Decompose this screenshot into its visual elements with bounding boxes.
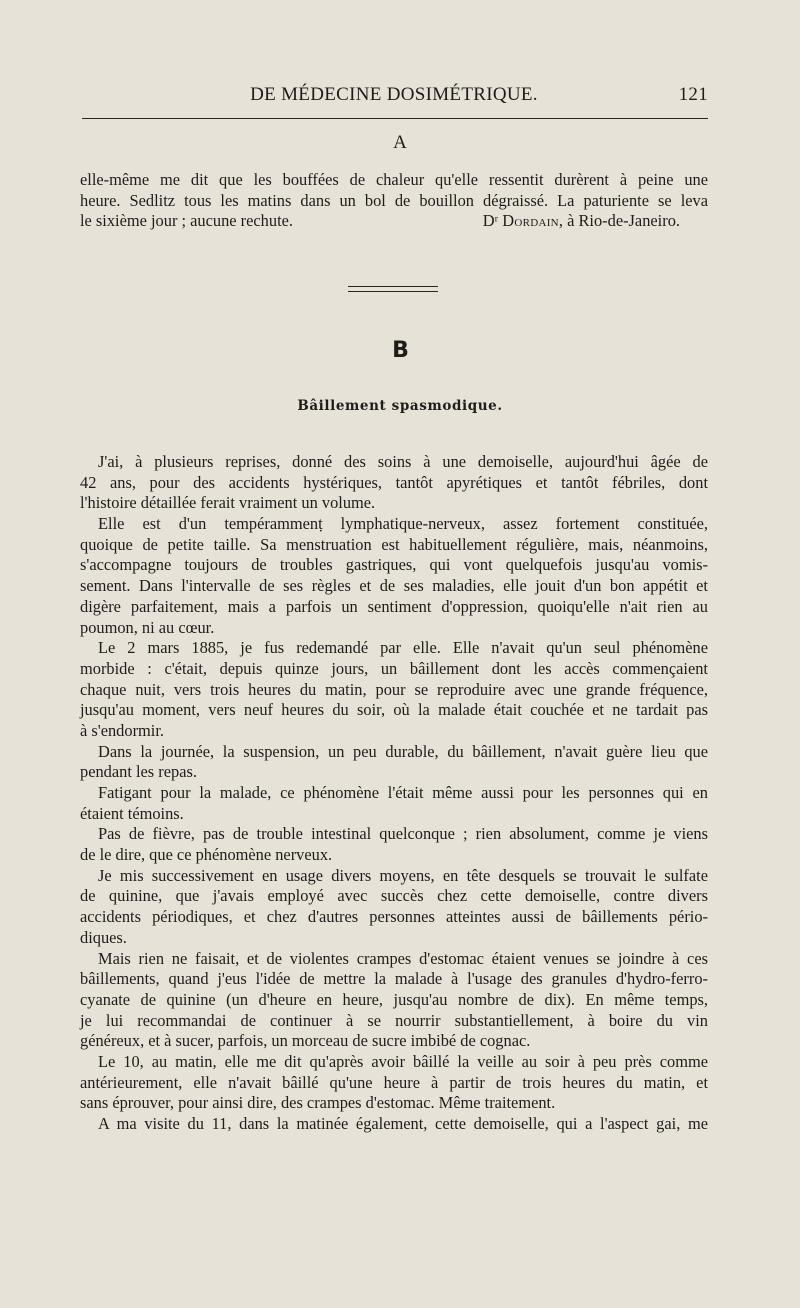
text-line: généreux, et à sucer, parfois, un morceau de sucre imbibé de cognac. bbox=[80, 1031, 531, 1051]
article-title: Bâillement spasmodique. bbox=[297, 398, 503, 414]
text-line: morbide : c'était, depuis quinze jours, un bâillement dont les accès commençaient bbox=[80, 658, 708, 678]
header-rule bbox=[82, 118, 708, 119]
text-line: de le dire, que ce phénomène nerveux. bbox=[80, 845, 333, 865]
text-line: quoique de petite taille. Sa menstruation est habituellement régulière, mais, néanmoins, bbox=[80, 534, 708, 554]
section-b-text bbox=[80, 452, 708, 1135]
text-line: je lui recommandai de continuer à se nourrir substantiellement, à boire du vin bbox=[80, 1010, 708, 1030]
text-line: Le 10, au matin, elle me dit qu'après avoir bâillé la veille au soir à peu près comme bbox=[98, 1051, 708, 1071]
text-line: de quinine, que j'avais employé avec succès chez cette demoiselle, contre divers bbox=[80, 886, 708, 906]
text-line: chaque nuit, vers trois heures du matin, pour se reproduire avec une grande fréquence, bbox=[80, 679, 708, 699]
text-line: Elle est d'un tempérammenṭ lymphatique-nerveux, assez fortement constituée, bbox=[98, 514, 708, 534]
text-line: Le 2 mars 1885, je fus redemandé par elle. Elle n'avait qu'un seul phénomène bbox=[98, 638, 708, 658]
page-number: 121 bbox=[678, 84, 708, 105]
text-line: diques. bbox=[80, 927, 127, 947]
section-letter-b: B bbox=[392, 338, 408, 363]
section-letter-a: A bbox=[393, 132, 407, 153]
section-divider bbox=[348, 286, 438, 292]
signature-place: , à Rio-de-Janeiro. bbox=[558, 211, 680, 231]
text-line: poumon, ni au cœur. bbox=[80, 617, 215, 637]
signature-name: Dordain bbox=[502, 211, 559, 231]
text-line: sement. Dans l'intervalle de ses règles et de ses maladies, elle jouit d'un bon appétit et bbox=[80, 576, 708, 596]
signature bbox=[483, 211, 708, 232]
text-line: jusqu'au moment, vers neuf heures du soir, où la malade était couchée et ne tardait pas bbox=[80, 700, 708, 720]
text-line: l'histoire détaillée ferait vraiment un volume. bbox=[80, 493, 376, 513]
section-a-text bbox=[80, 170, 708, 232]
text-line: accidents périodiques, et chez d'autres personnes atteintes aussi de bâillements pério- bbox=[80, 907, 708, 927]
text-line: antérieurement, elle n'avait bâillé qu'une heure à partir de trois heures du matin, et bbox=[80, 1072, 708, 1092]
text-line: sans éprouver, pour ainsi dire, des crampes d'estomac. Même traitement. bbox=[80, 1093, 556, 1113]
text-line: étaient témoins. bbox=[80, 803, 184, 823]
text-line: bâillements, quand j'eus l'idée de mettre la malade à l'usage des granules d'hydro-ferro- bbox=[80, 969, 708, 989]
running-header bbox=[80, 84, 708, 110]
running-title: DE MÉDECINE DOSIMÉTRIQUE. bbox=[250, 84, 538, 105]
signature-prefix: Dʳ bbox=[482, 211, 499, 231]
text-line: J'ai, à plusieurs reprises, donné des soins à une demoiselle, aujourd'hui âgée de bbox=[98, 452, 708, 471]
signature-line bbox=[80, 211, 708, 232]
text-line: heure. Sedlitz tous les matins dans un bol de bouillon dégraissé. La paturiente se leva bbox=[80, 190, 708, 210]
text-line: le sixième jour ; aucune rechute. bbox=[80, 211, 293, 231]
text-line: Dans la journée, la suspension, un peu durable, du bâillement, n'avait guère lieu que bbox=[98, 741, 708, 761]
text-line: pendant les repas. bbox=[80, 762, 197, 782]
text-line: s'accompagne toujours de troubles gastriques, qui vont quelquefois jusqu'au vomis- bbox=[80, 555, 708, 575]
text-line: cyanate de quinine (un d'heure en heure, jusqu'au nombre de dix). En même temps, bbox=[80, 989, 708, 1009]
text-line: Je mis successivement en usage divers moyens, en tête desquels se trouvait le sulfate bbox=[98, 865, 708, 885]
text-line: A ma visite du 11, dans la matinée également, cette demoiselle, qui a l'aspect gai, me bbox=[98, 1114, 708, 1133]
text-line: Mais rien ne faisait, et de violentes crampes d'estomac étaient venues se joindre à ces bbox=[98, 948, 708, 968]
text-line: 42 ans, pour des accidents hystériques, tantôt apyrétiques et tantôt fébriles, dont bbox=[80, 472, 708, 492]
text-line: Fatigant pour la malade, ce phénomène l'était même aussi pour les personnes qui en bbox=[98, 783, 708, 802]
text-line: elle-même me dit que les bouffées de chaleur qu'elle ressentit durèrent à peine une bbox=[80, 170, 708, 189]
text-line: à s'endormir. bbox=[80, 720, 164, 740]
text-line: Pas de fièvre, pas de trouble intestinal quelconque ; rien absolument, comme je viens bbox=[98, 824, 708, 844]
text-line: digère parfaitement, mais a parfois un sentiment d'oppression, quoiqu'elle n'ait rien au bbox=[80, 596, 708, 616]
